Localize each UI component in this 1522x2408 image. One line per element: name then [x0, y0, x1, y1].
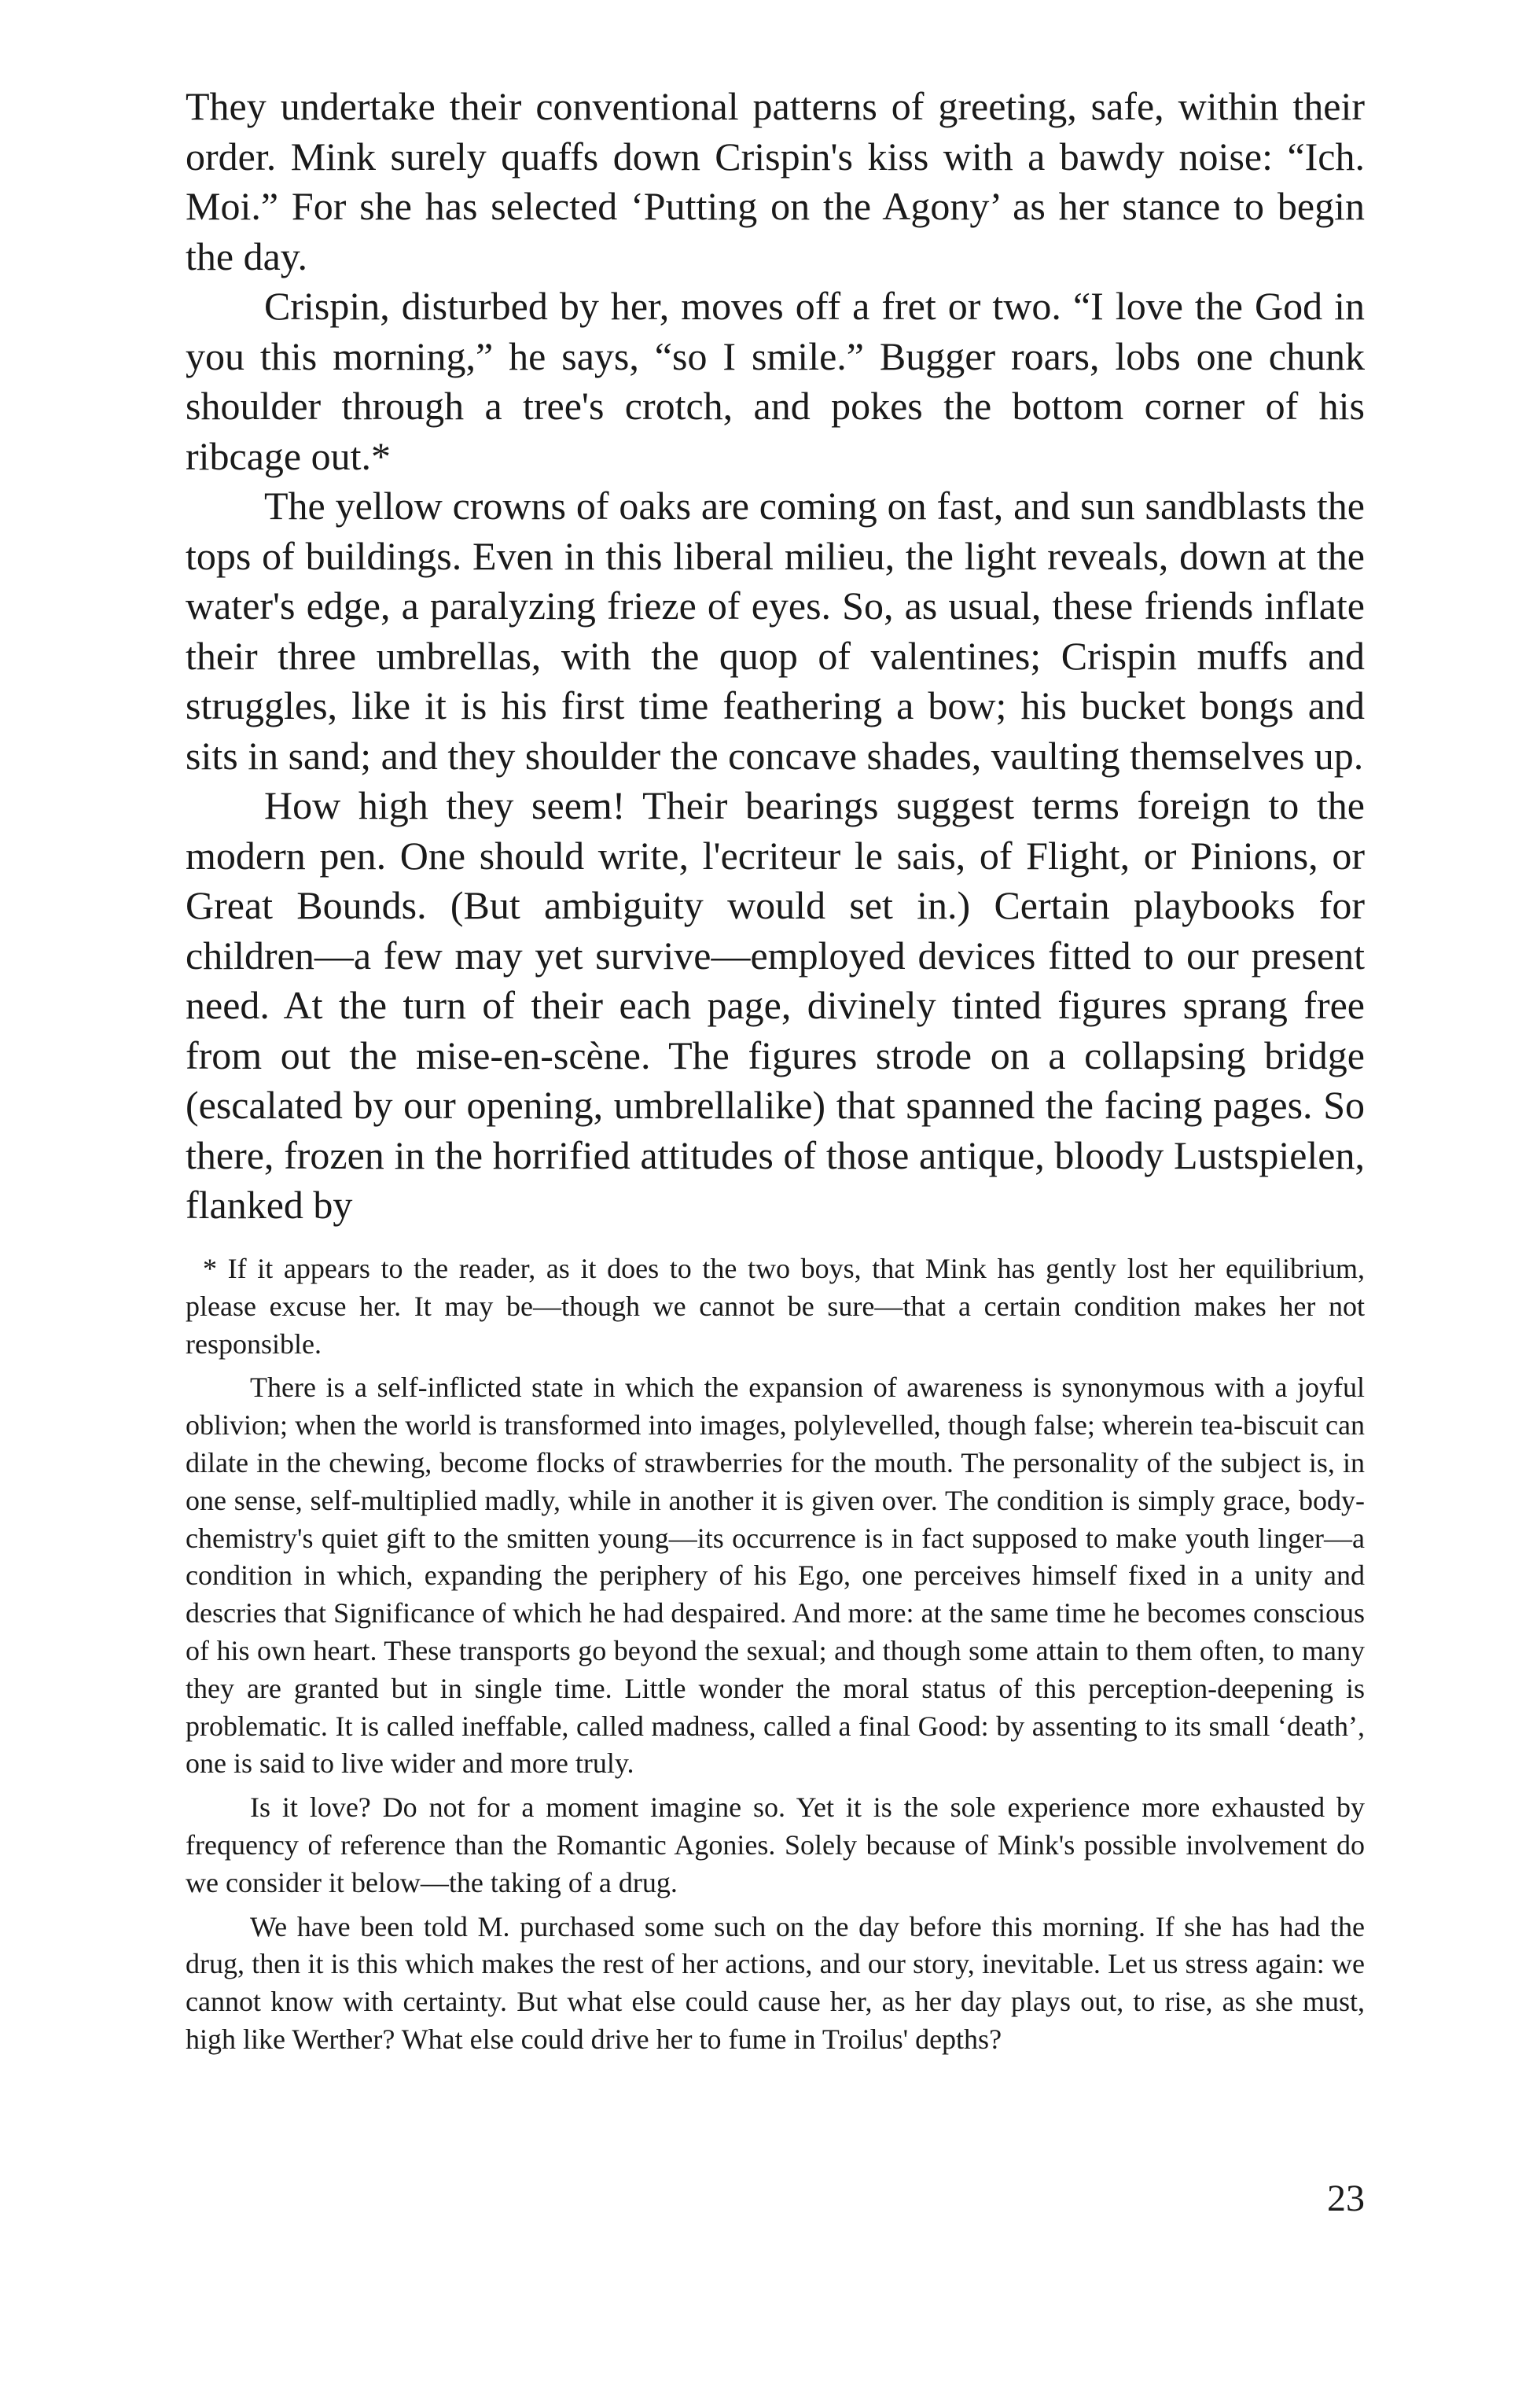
footnote-paragraph: * If it appears to the reader, as it does to the two boys, that Mink has gently lost her equilibrium, please excuse her. It may be—though we cannot be sure—that a certain condition makes her not responsible.: [186, 1253, 1365, 1360]
main-paragraph: The yellow crowns of oaks are coming on fast, and sun sandblasts the tops of buildings. Even in this liberal milieu, the light reveals, down at the water's edge, a paralyzing frieze of eyes. So, as usual, these friends inflate their three umbrellas, with the quop of valentines; Crispin muffs and struggles, like it is his first time feathering a bow; his bucket bongs and sits in sand; and they shoulder the concave shades, vaulting themselves up.: [186, 484, 1365, 778]
footnote-paragraph: We have been told M. purchased some such on the day before this morning. If she has had the drug, then it is this which makes the rest of her actions, and our story, inevitable. Let us stress again: we cannot know with certainty. But what else could cause her, as her day plays out, to rise, as she must, high like Werther? What else could drive her to fume in Troilus' depths?: [186, 1910, 1365, 2055]
main-text: [186, 82, 1365, 1231]
footnote-block: [186, 1250, 1365, 2059]
main-paragraph: How high they seem! Their bearings suggest terms foreign to the modern pen. One should write, l'ecriteur le sais, of Flight, or Pinions, or Great Bounds. (But ambiguity would set in.) Certain playbooks for children—a few may yet survive—employed devices fitted to our present need. At the turn of their each page, divinely tinted figures sprang free from out the mise-en-scène. The figures strode on a collapsing bridge (escalated by our opening, umbrellalike) that spanned the facing pages. So there, frozen in the horrified attitudes of those antique, bloody Lustspielen, flanked by: [186, 783, 1365, 1227]
page-number: 23: [1327, 2178, 1365, 2219]
main-paragraph: They undertake their conventional patterns of greeting, safe, within their order. Mink surely quaffs down Crispin's kiss with a bawdy noise: “Ich. Moi.” For she has selected ‘Putting on the Agony’ as her stance to begin the day.: [186, 84, 1365, 278]
footnote-paragraph: Is it love? Do not for a moment imagine so. Yet it is the sole experience more exhausted by frequency of reference than the Romantic Agonies. Solely because of Mink's possible involvement do we consider it below—the taking of a drug.: [186, 1791, 1365, 1898]
footnote-paragraph: There is a self-inflicted state in which the expansion of awareness is synonymous with a joyful oblivion; when the world is transformed into images, polylevelled, though false; wherein tea-biscuit can dilate in the chewing, become flocks of strawberries for the mouth. The personality of the subject is, in one sense, self-multiplied madly, while in another it is given over. The condition is simply grace, body-chemistry's quiet gift to the smitten young—its occurrence is in fact supposed to make youth linger—a condition in which, expanding the periphery of his Ego, one perceives himself fixed in a unity and descries that Significance of which he had despaired. And more: at the same time he becomes conscious of his own heart. These transports go beyond the sexual; and though some attain to them often, to many they are granted but in single time. Little wonder the moral status of this perception-deepening is problematic. It is called ineffable, called madness, called a final Good: by assenting to its small ‘death’, one is said to live wider and more truly.: [186, 1372, 1365, 1780]
main-paragraph: Crispin, disturbed by her, moves off a fret or two. “I love the God in you this morning,” he says, “so I smile.” Bugger roars, lobs one chunk shoulder through a tree's crotch, and pokes the bottom corner of his ribcage out.*: [186, 284, 1365, 478]
